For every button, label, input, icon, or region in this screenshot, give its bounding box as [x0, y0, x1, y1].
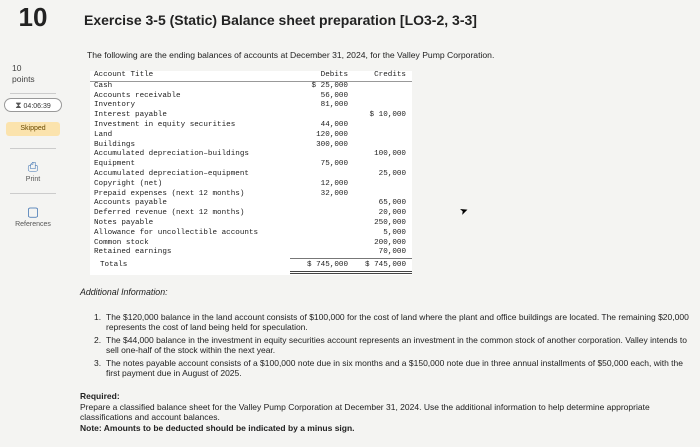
- mouse-pointer-icon: ➤: [458, 204, 471, 219]
- row-credit: [348, 121, 412, 131]
- page-title: Exercise 3-5 (Static) Balance sheet preparation [LO3-2, 3-3]: [84, 12, 477, 28]
- header-credits: Credits: [348, 71, 412, 81]
- row-account: Prepaid expenses (next 12 months): [94, 189, 245, 198]
- trial-balance-table: [90, 71, 412, 275]
- row-account: Deferred revenue (next 12 months): [94, 209, 245, 218]
- row-credit: [348, 160, 412, 170]
- row-debit: 56,000: [320, 91, 348, 100]
- row-debit: [290, 229, 348, 239]
- item-number: 3.: [94, 358, 102, 368]
- row-account: Equipment: [94, 160, 136, 169]
- table-row: [90, 190, 412, 200]
- intro-text: The following are the ending balances of accounts at December 31, 2024, for the Valley Pump Corporation.: [87, 50, 495, 60]
- additional-info-list: [94, 312, 694, 381]
- row-credit: [348, 92, 412, 102]
- table-row: [90, 248, 412, 258]
- table-row: [90, 141, 412, 151]
- table-row: [90, 111, 412, 121]
- row-debit: [290, 170, 348, 180]
- row-credit: 100,000: [374, 150, 406, 159]
- row-credit: 65,000: [378, 199, 406, 208]
- points-display: [12, 63, 35, 85]
- item-number: 1.: [94, 312, 102, 322]
- list-item: [94, 358, 694, 378]
- row-credit: [348, 131, 412, 141]
- row-credit: 200,000: [374, 238, 406, 247]
- row-credit: 5,000: [383, 228, 406, 237]
- divider: [10, 148, 56, 149]
- references-button[interactable]: [0, 205, 66, 228]
- item-text: The notes payable account consists of a $100,000 note due in six months and a $150,000 note due in three annual installments of $50,000 each, with the first payment due in August of 2025.: [106, 358, 683, 378]
- row-debit: [290, 209, 348, 219]
- table-row: [90, 180, 412, 190]
- row-debit: [290, 150, 348, 160]
- points-label: points: [12, 74, 35, 84]
- question-number: 10: [0, 0, 66, 36]
- divider: [10, 193, 56, 194]
- row-debit: $ 25,000: [311, 81, 348, 90]
- hourglass-icon: ⧗: [15, 100, 22, 110]
- table-row: [90, 209, 412, 219]
- table-row: [90, 229, 412, 239]
- totals-credit: $ 745,000: [348, 259, 412, 273]
- divider: [10, 93, 56, 94]
- row-account: Buildings: [94, 140, 136, 149]
- row-credit: [348, 101, 412, 111]
- header-debits: Debits: [290, 71, 348, 81]
- row-credit: [348, 180, 412, 190]
- timer-text: 04:06:39: [23, 103, 51, 110]
- table-row: [90, 219, 412, 229]
- totals-label: Totals: [100, 260, 128, 269]
- table-row: [90, 160, 412, 170]
- row-account: Accumulated depreciation–buildings: [94, 150, 249, 159]
- required-heading: Required:: [80, 391, 120, 401]
- row-credit: $ 10,000: [369, 111, 406, 120]
- row-account: Common stock: [94, 238, 149, 247]
- row-debit: 120,000: [316, 130, 348, 139]
- totals-debit: $ 745,000: [290, 259, 348, 273]
- additional-info-heading: Additional Information:: [80, 287, 168, 297]
- table-header: [90, 71, 412, 81]
- table-row: [90, 81, 412, 91]
- row-account: Inventory: [94, 101, 136, 110]
- row-debit: [290, 248, 348, 258]
- row-account: Retained earnings: [94, 248, 172, 257]
- row-debit: [290, 239, 348, 249]
- row-account: Copyright (net): [94, 179, 163, 188]
- item-text: The $120,000 balance in the land account consists of $100,000 for the cost of land where the plant and office buildings are located. The remaining $20,000 represents the cost of land being held for speculation.: [106, 312, 689, 332]
- list-item: [94, 312, 694, 332]
- status-badge: Skipped: [6, 122, 60, 136]
- row-credit: 250,000: [374, 218, 406, 227]
- row-debit: [290, 111, 348, 121]
- points-value: 10: [12, 63, 22, 73]
- required-text: Prepare a classified balance sheet for the Valley Pump Corporation at December 31, 2024. Use the additional information to help determine appropriate classifications and account balances.: [80, 401, 650, 422]
- row-credit: 20,000: [378, 209, 406, 218]
- row-debit: 75,000: [320, 160, 348, 169]
- row-debit: [290, 219, 348, 229]
- row-account: Accumulated depreciation–equipment: [94, 169, 249, 178]
- print-button[interactable]: [0, 160, 66, 183]
- required-section: [80, 391, 690, 433]
- book-icon: ▢: [26, 204, 40, 219]
- list-item: [94, 335, 694, 355]
- item-number: 2.: [94, 335, 102, 345]
- row-credit: [348, 81, 412, 91]
- row-credit: 70,000: [348, 248, 412, 258]
- item-text: The $44,000 balance in the investment in equity securities account represents an investment in the common stock of another corporation. Valley intends to sell one-half of the stock within the next year.: [106, 335, 688, 355]
- totals-row: [90, 259, 412, 273]
- row-debit: 81,000: [320, 101, 348, 110]
- row-credit: [348, 141, 412, 151]
- row-account: Accounts receivable: [94, 91, 181, 100]
- row-debit: 32,000: [320, 189, 348, 198]
- row-debit: [290, 199, 348, 209]
- row-debit: 44,000: [320, 120, 348, 129]
- table-row: [90, 150, 412, 160]
- table-row: [90, 199, 412, 209]
- references-label: References: [15, 221, 51, 228]
- row-debit: 12,000: [320, 179, 348, 188]
- row-account: Notes payable: [94, 218, 154, 227]
- row-credit: [348, 190, 412, 200]
- table-row: [90, 170, 412, 180]
- row-account: Cash: [94, 81, 113, 90]
- row-credit: 25,000: [378, 169, 406, 178]
- table-row: [90, 239, 412, 249]
- row-account: Land: [94, 130, 113, 139]
- timer-badge[interactable]: [4, 98, 62, 112]
- table-row: [90, 131, 412, 141]
- table-row: [90, 121, 412, 131]
- table-row: [90, 101, 412, 111]
- table-row: [90, 92, 412, 102]
- row-account: Interest payable: [94, 111, 167, 120]
- required-note: Note: Amounts to be deducted should be indicated by a minus sign.: [80, 422, 355, 433]
- printer-icon: ⎙: [27, 159, 39, 174]
- row-debit: 300,000: [316, 140, 348, 149]
- header-account: Account Title: [90, 71, 290, 81]
- print-label: Print: [25, 176, 41, 183]
- row-account: Investment in equity securities: [94, 120, 236, 129]
- row-account: Accounts payable: [94, 199, 167, 208]
- row-account: Allowance for uncollectible accounts: [94, 228, 259, 237]
